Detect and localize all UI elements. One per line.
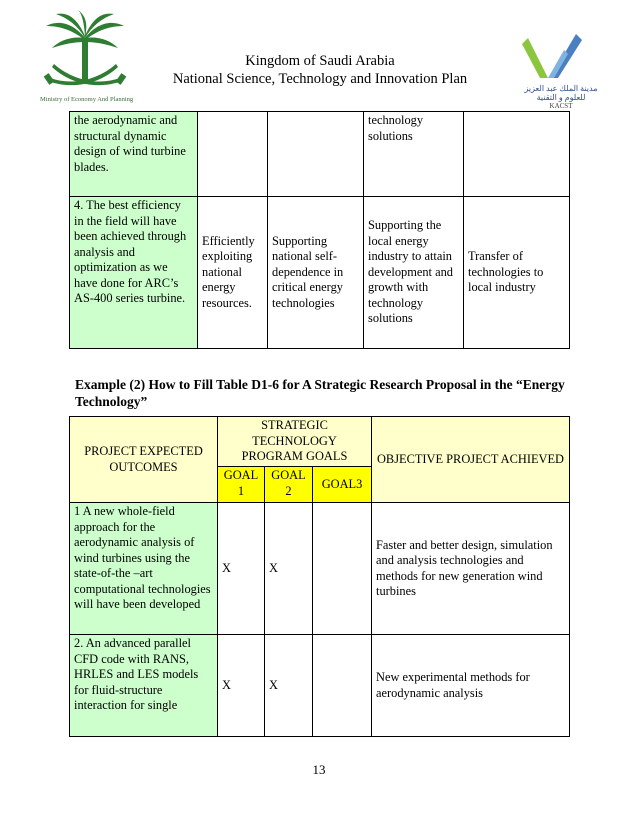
example-heading: Example (2) How to Fill Table D1-6 for A Strategic Research Proposal in the “Energy Technology” (75, 377, 565, 409)
goal1-header: GOAL 1 (218, 467, 265, 503)
objective-header: OBJECTIVE PROJECT ACHIEVED (372, 417, 570, 503)
objective-cell: Faster and better design, simulation and analysis technologies and methods for new generation wind turbines (372, 503, 570, 635)
header-line-1: Kingdom of Saudi Arabia (245, 53, 395, 69)
goal3-cell: technology solutions (364, 112, 464, 197)
goal2-cell (268, 112, 364, 197)
goal1-cell: Efficiently exploiting national energy resources. (198, 197, 268, 349)
goal3-cell (313, 503, 372, 635)
goal1-cell: X (218, 503, 265, 635)
outcomes-header: PROJECT EXPECTED OUTCOMES (70, 417, 218, 503)
goal3-cell (313, 635, 372, 737)
header-line-2: National Science, Technology and Innovation Plan (172, 71, 468, 87)
goal2-cell: X (265, 635, 313, 737)
goals-header: STRATEGIC TECHNOLOGY PROGRAM GOALS (218, 417, 372, 467)
ministry-caption: Ministry of Economy And Planning (40, 96, 134, 103)
objective-cell (464, 112, 570, 197)
outcome-cell: the aerodynamic and structural dynamic design of wind turbine blades. (70, 112, 198, 197)
goal3-cell: Supporting the local energy industry to attain development and growth with technology solutions (364, 197, 464, 349)
objective-cell: New experimental methods for aerodynamic analysis (372, 635, 570, 737)
kacst-abbreviation: KACST (549, 102, 573, 110)
goals-table-continued (69, 111, 570, 349)
example-table (69, 416, 570, 737)
goal2-cell: Supporting national self-dependence in critical energy technologies (268, 197, 364, 349)
goal1-cell: X (218, 635, 265, 737)
table-header-row (70, 417, 570, 467)
kacst-arabic-line-2: للعلوم و التقنية (536, 93, 586, 102)
table-row (70, 112, 570, 197)
goal3-header: GOAL3 (313, 467, 372, 503)
kacst-caption (518, 84, 604, 111)
page-number: 13 (312, 762, 326, 777)
outcome-cell: 4. The best efficiency in the field will have been achieved through analysis and optimization as we have done for ARC’s AS-400 series turbine. (70, 197, 198, 349)
table-row (70, 503, 570, 635)
table-row (70, 197, 570, 349)
outcome-cell: 2. An advanced parallel CFD code with RANS, HRLES and LES models for fluid-structure interaction for single (70, 635, 218, 737)
goal2-header: GOAL 2 (265, 467, 313, 503)
objective-cell: Transfer of technologies to local industry (464, 197, 570, 349)
outcome-cell: 1 A new whole-field approach for the aerodynamic analysis of wind turbines using the state-of-the –art computational technologies will have been developed (70, 503, 218, 635)
goal2-cell: X (265, 503, 313, 635)
table-row (70, 635, 570, 737)
goal1-cell (198, 112, 268, 197)
kacst-arabic-line-1: مدينة الملك عبد العزيز (524, 84, 598, 93)
document-header (140, 52, 500, 88)
